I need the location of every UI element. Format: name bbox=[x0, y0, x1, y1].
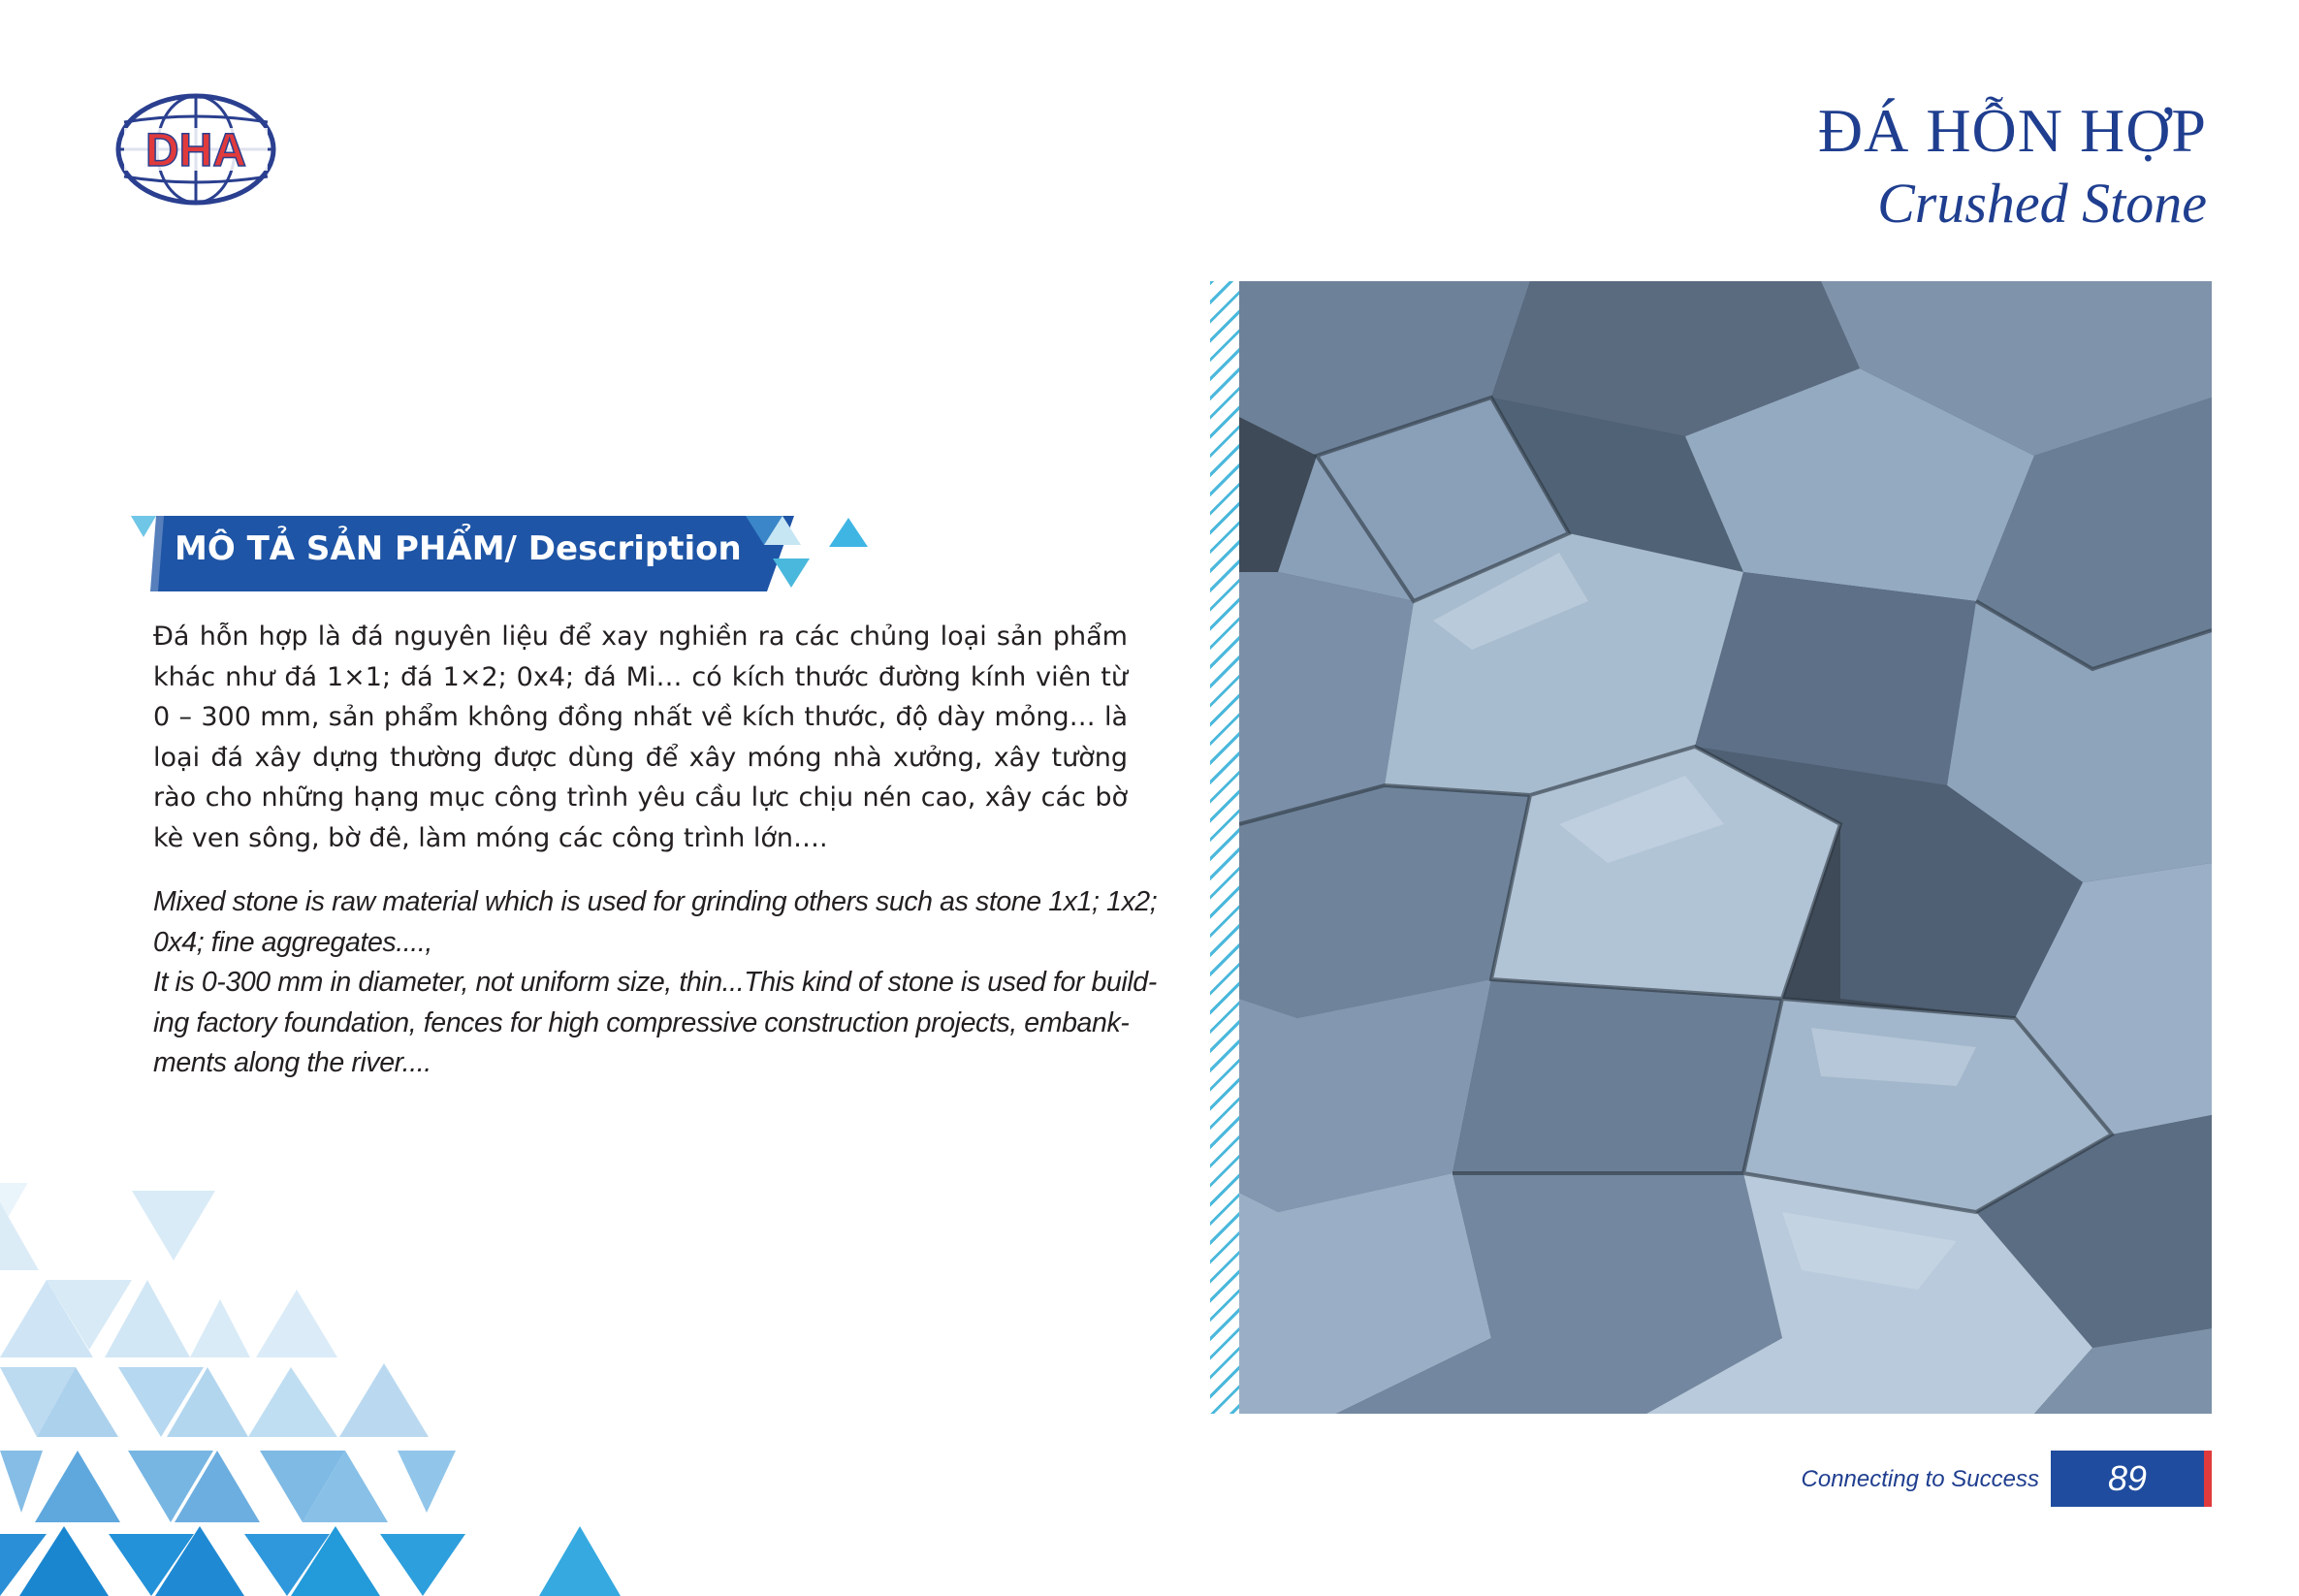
description-english-line: 0x4; fine aggregates...., bbox=[153, 926, 432, 958]
logo-text: DHA bbox=[145, 125, 246, 176]
dha-logo bbox=[114, 93, 277, 206]
triangle-decoration bbox=[0, 1183, 621, 1596]
title-english: Crushed Stone bbox=[1877, 172, 2207, 235]
description-english bbox=[153, 882, 1158, 1084]
description-english-line: Mixed stone is raw material which is used for grinding others such as stone 1x1; 1x2; bbox=[153, 886, 1158, 917]
description-english-line: It is 0-300 mm in diameter, not uniform size, thin...This kind of stone is used for build- bbox=[153, 967, 1157, 998]
footer-tagline: Connecting to Success bbox=[1801, 1466, 2039, 1492]
photo-stripe-border bbox=[1210, 281, 1239, 1414]
description-vietnamese: Đá hỗn hợp là đá nguyên liệu để xay nghiền ra các chủng loại sản phẩm khác như đá 1×1; đá 1×2; 0x4; đá Mi… có kích thước đường kính viên từ 0 – 300 mm, sản phẩm không đồng nhất về kích thước, độ dày mỏng… là loại đá xây dựng thường được dùng để xây móng nhà xưởng, xây tường rào cho những hạng mục công trình yêu cầu lực chịu nén cao, xây các bờ kè ven sông, bờ đê, làm móng các công trình lớn…. bbox=[153, 622, 1128, 853]
description-english-line: ing factory foundation, fences for high compressive construction projects, embank- bbox=[153, 1006, 1130, 1038]
section-title: MÔ TẢ SẢN PHẨM/ Description bbox=[175, 529, 742, 568]
page-number-accent bbox=[2204, 1451, 2212, 1507]
title-vietnamese: ĐÁ HỖN HỢP bbox=[1817, 96, 2207, 165]
page-number: 89 bbox=[2107, 1458, 2148, 1498]
description-english-line: ments along the river.... bbox=[153, 1047, 431, 1078]
crushed-stone-photo bbox=[1239, 281, 2212, 1414]
